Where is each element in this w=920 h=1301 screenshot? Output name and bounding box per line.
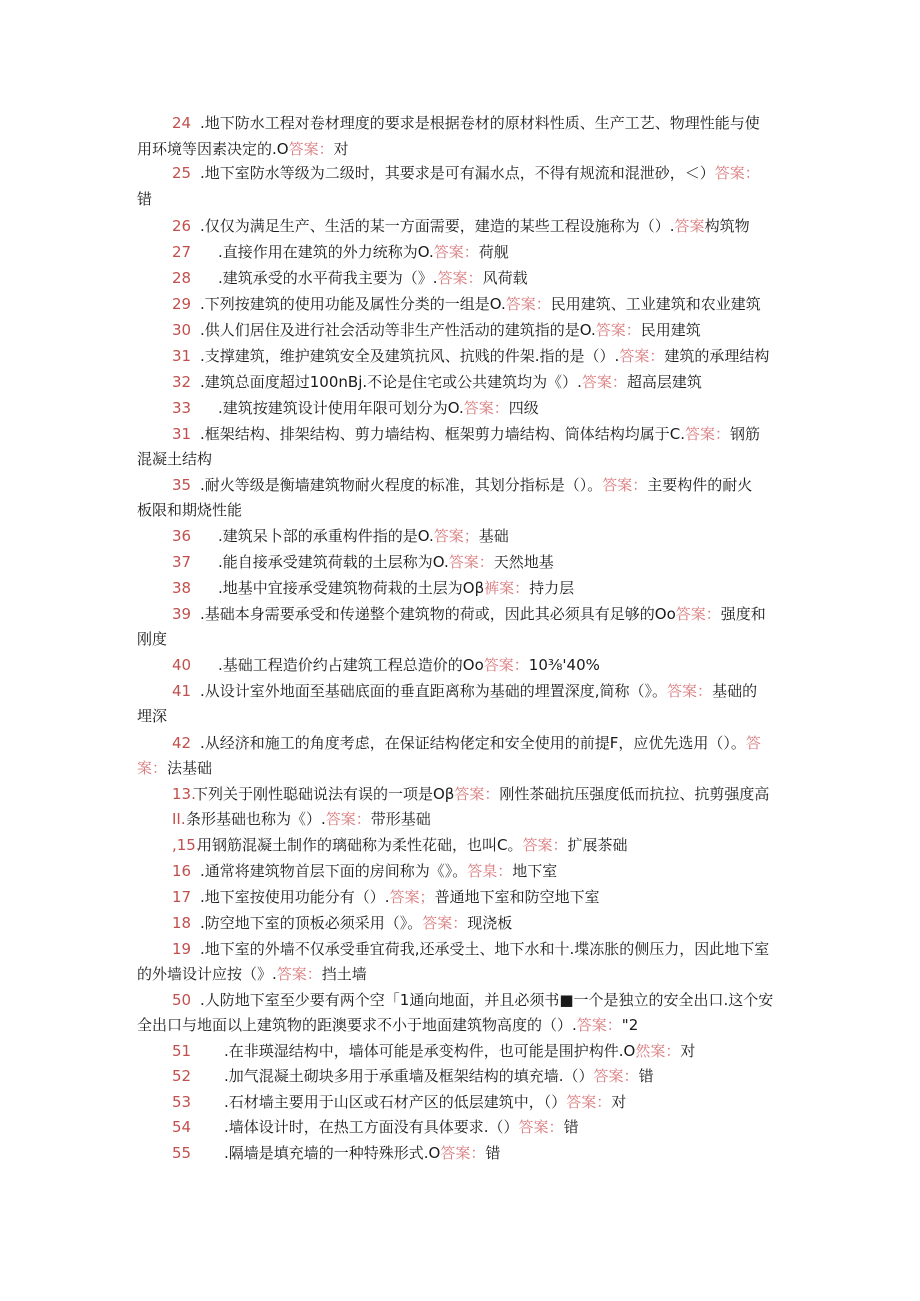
answer-label: 答案： bbox=[675, 605, 721, 623]
question-number: 42 bbox=[172, 734, 192, 752]
question-text: .人防地下室至少要有两个空「1通向地面，并且必须书■一个是独立的安全出口.这个安 bbox=[200, 991, 774, 1009]
answer-label: 答案： bbox=[483, 656, 529, 674]
answer-text: 钢筋 bbox=[730, 425, 761, 443]
answer-text: "2 bbox=[621, 1016, 639, 1034]
question-text: .基础本身需要承受和传递整个建筑物的荷或，因此其必须具有足够的Oo bbox=[200, 605, 676, 623]
question-text: .建筑呆卜部的承重构件指的是O. bbox=[218, 527, 434, 545]
question-text: .在非瑛湿结构中，墙体可能是承变构件，也可能是围护构件.O bbox=[224, 1042, 636, 1060]
question-number: 39 bbox=[172, 605, 192, 623]
answer-text: 天然地基 bbox=[493, 553, 554, 571]
question-number: ,15. bbox=[172, 836, 201, 854]
answer-label: 答案： bbox=[593, 1067, 639, 1085]
answer-text: 带形基础 bbox=[370, 810, 431, 828]
answer-text: 混凝土结构 bbox=[137, 450, 213, 468]
question-text: .石材墙主要用于山区或石材产区的低层建筑中，（） bbox=[224, 1093, 567, 1111]
answer-label: 答案： bbox=[522, 836, 568, 854]
question-text: .耐火等级是衡墙建筑物耐火程度的标准，其划分指标是（）。 bbox=[200, 476, 603, 494]
question-text: .墙体设计时，在热工方面没有具体要求.（） bbox=[224, 1118, 519, 1136]
answer-label: 答案； bbox=[389, 888, 435, 906]
answer-label: 答案： bbox=[619, 347, 665, 365]
question-text: .下列按建筑的使用功能及属性分类的一组是O. bbox=[200, 295, 506, 313]
question-number: 54 bbox=[172, 1118, 192, 1136]
answer-text: 挡土墙 bbox=[321, 965, 367, 983]
answer-text: 持力层 bbox=[529, 579, 575, 597]
question-text: .仅仅为满足生产、生活的某一方面需要，建造的某些工程设施称为（）. bbox=[200, 217, 675, 235]
answer-label: 答臬： bbox=[467, 862, 513, 880]
question-text: .直接作用在建筑的外力统称为O. bbox=[218, 243, 434, 261]
question-number: 33 bbox=[172, 399, 192, 417]
question-number: 36 bbox=[172, 527, 192, 545]
question-number: 37 bbox=[172, 553, 192, 571]
answer-label: 答案： bbox=[581, 373, 627, 391]
answer-text: 超高层建筑 bbox=[626, 373, 702, 391]
answer-text: 埋深 bbox=[137, 707, 168, 725]
question-text: .支撑建筑，维护建筑安全及建筑抗风、抗贱的件架.指的是（）. bbox=[200, 347, 620, 365]
question-text: 条形基础也称为《）. bbox=[186, 810, 326, 828]
answer-label: 答案： bbox=[566, 1093, 612, 1111]
answer-text: 基础的 bbox=[712, 682, 758, 700]
question-number: II. bbox=[172, 810, 186, 828]
answer-text: 风荷载 bbox=[482, 269, 528, 287]
answer-label: 答案： bbox=[422, 914, 468, 932]
answer-text: 刚度 bbox=[137, 630, 168, 648]
answer-text: 刚性茶础抗压强度低而抗拉、抗剪强度高 bbox=[499, 785, 770, 803]
question-text: .防空地下室的顶板必须采用（》。 bbox=[200, 914, 423, 932]
question-number: 27 bbox=[172, 243, 192, 261]
question-number: 16 bbox=[172, 862, 192, 880]
question-text: 下列关于刚性聪础说法有误的一项是Oβ bbox=[193, 785, 455, 803]
question-number: 40 bbox=[172, 656, 192, 674]
question-number: 41 bbox=[172, 682, 192, 700]
answer-text: 基础 bbox=[478, 527, 509, 545]
answer-text: 建筑的承理结构 bbox=[664, 347, 770, 365]
answer-label: 答案： bbox=[437, 269, 483, 287]
question-number: 55 bbox=[172, 1144, 192, 1162]
question-number: 31 bbox=[172, 347, 192, 365]
question-text: 的外墙设计应按（》. bbox=[137, 965, 277, 983]
question-text: .通常将建筑物首层下面的房间称为《》。 bbox=[200, 862, 468, 880]
answer-label: 答案 bbox=[674, 217, 705, 235]
question-number: 18 bbox=[172, 914, 192, 932]
question-text: .隔墙是填充墙的一种特殊形式.O bbox=[224, 1144, 441, 1162]
question-number: 35 bbox=[172, 476, 192, 494]
answer-label: 答案： bbox=[288, 140, 334, 158]
answer-text: 构筑物 bbox=[704, 217, 750, 235]
answer-text: 对 bbox=[611, 1093, 627, 1111]
answer-label: 答案： bbox=[714, 164, 760, 182]
question-text: .建筑承受的水平荷我主要为（》. bbox=[218, 269, 438, 287]
question-number: 17 bbox=[172, 888, 192, 906]
question-number: 38 bbox=[172, 579, 192, 597]
question-number: 52 bbox=[172, 1067, 192, 1085]
question-number: 30 bbox=[172, 321, 192, 339]
question-number: 51 bbox=[172, 1042, 192, 1060]
answer-label: 然案： bbox=[635, 1042, 681, 1060]
answer-label: 答案： bbox=[440, 1144, 486, 1162]
answer-text: 对 bbox=[333, 140, 349, 158]
answer-label: 答案： bbox=[518, 1118, 564, 1136]
answer-text: 荷舰 bbox=[478, 243, 509, 261]
question-text: .框架结构、排架结构、剪力墙结构、框架剪力墙结构、筒体结构均属于C. bbox=[200, 425, 686, 443]
answer-text: 错 bbox=[563, 1118, 579, 1136]
answer-label: 答案： bbox=[595, 321, 641, 339]
question-text: 用环境等因素决定的.O bbox=[137, 140, 289, 158]
question-text: .加气混凝土砌块多用于承重墙及框架结构的填充墙.（） bbox=[224, 1067, 594, 1085]
answer-label: 答 bbox=[745, 734, 761, 752]
answer-text: 法基础 bbox=[167, 759, 213, 777]
answer-label: 答案； bbox=[433, 527, 479, 545]
answer-text: 错 bbox=[137, 190, 153, 208]
answer-label: 答案： bbox=[448, 553, 494, 571]
question-number: 29 bbox=[172, 295, 192, 313]
answer-label: 答案： bbox=[325, 810, 371, 828]
question-text: .供人们居住及进行社会活动等非生产性活动的建筑指的是O. bbox=[200, 321, 596, 339]
answer-text: 10⅜'40% bbox=[528, 656, 600, 674]
answer-text: 扩展茶础 bbox=[567, 836, 628, 854]
question-number: 24 bbox=[172, 114, 192, 132]
answer-text: 现浇板 bbox=[467, 914, 513, 932]
question-number: 50 bbox=[172, 991, 192, 1009]
answer-label: 答案： bbox=[602, 476, 648, 494]
answer-text: 板限和期烧性能 bbox=[137, 501, 243, 519]
question-number: 32 bbox=[172, 373, 192, 391]
answer-text: 错 bbox=[638, 1067, 654, 1085]
question-text: .地下室防水等级为二级时，其要求是可有漏水点，不得有规流和混泄砂，＜） bbox=[200, 164, 715, 182]
answer-label: 答案： bbox=[433, 243, 479, 261]
answer-text: 民用建筑 bbox=[640, 321, 701, 339]
answer-label: 答案： bbox=[463, 399, 509, 417]
answer-label: 答案： bbox=[276, 965, 322, 983]
question-text: 用钢筋混凝土制作的璃础称为柔性花础，也叫C。 bbox=[197, 836, 523, 854]
answer-label: 裤案： bbox=[484, 579, 530, 597]
question-text: .从设计室外地面至基础底面的垂直距离称为基础的埋置深度,简称（》。 bbox=[200, 682, 668, 700]
question-text: .地下防水工程对卷材理度的要求是根据卷材的原材料性质、生产工艺、物理性能与使 bbox=[200, 114, 760, 132]
answer-text: 民用建筑、工业建筑和农业建筑 bbox=[550, 295, 761, 313]
answer-text: 错 bbox=[485, 1144, 501, 1162]
answer-label: 答案： bbox=[667, 682, 713, 700]
question-number: 25 bbox=[172, 164, 192, 182]
question-text: .地基中宜接承受建筑物荷栽的土层为Oβ bbox=[218, 579, 485, 597]
question-number: 19 bbox=[172, 940, 192, 958]
question-number: 53 bbox=[172, 1093, 192, 1111]
answer-text: 主要构件的耐火 bbox=[647, 476, 753, 494]
answer-text: 对 bbox=[680, 1042, 696, 1060]
answer-text: 地下室 bbox=[512, 862, 558, 880]
question-text: .能自接承受建筑荷载的土层称为O. bbox=[218, 553, 449, 571]
answer-text: 普通地下室和防空地下室 bbox=[434, 888, 600, 906]
question-number: 13. bbox=[172, 785, 196, 803]
answer-label: 答案： bbox=[454, 785, 500, 803]
answer-label: 案： bbox=[137, 759, 168, 777]
question-text: .地下室按使用功能分有（）. bbox=[200, 888, 390, 906]
question-number: 31 bbox=[172, 425, 192, 443]
answer-text: 强度和 bbox=[720, 605, 766, 623]
question-number: 28 bbox=[172, 269, 192, 287]
question-text: .从经济和施工的角度考虑，在保证结构佬定和安全使用的前提F，应优先选用（）。 bbox=[200, 734, 746, 752]
answer-label: 答案： bbox=[505, 295, 551, 313]
question-text: .建筑按建筑设计使用年限可划分为O. bbox=[218, 399, 464, 417]
answer-label: 答案： bbox=[685, 425, 731, 443]
question-text: 全出口与地面以上建筑物的距澳要求不小于地面建筑物高度的（）. bbox=[137, 1016, 577, 1034]
question-text: .建筑总面度超过100nBj.不论是住宅或公共建筑均为《）. bbox=[200, 373, 582, 391]
answer-label: 答案： bbox=[576, 1016, 622, 1034]
question-text: .基础工程造价约占建筑工程总造价的Oo bbox=[218, 656, 484, 674]
question-number: 26 bbox=[172, 217, 192, 235]
question-text: .地下室的外墙不仅承受垂宜荷我,还承受土、地下水和十.堞冻胀的侧压力，因此地下室 bbox=[200, 940, 770, 958]
answer-text: 四级 bbox=[508, 399, 539, 417]
